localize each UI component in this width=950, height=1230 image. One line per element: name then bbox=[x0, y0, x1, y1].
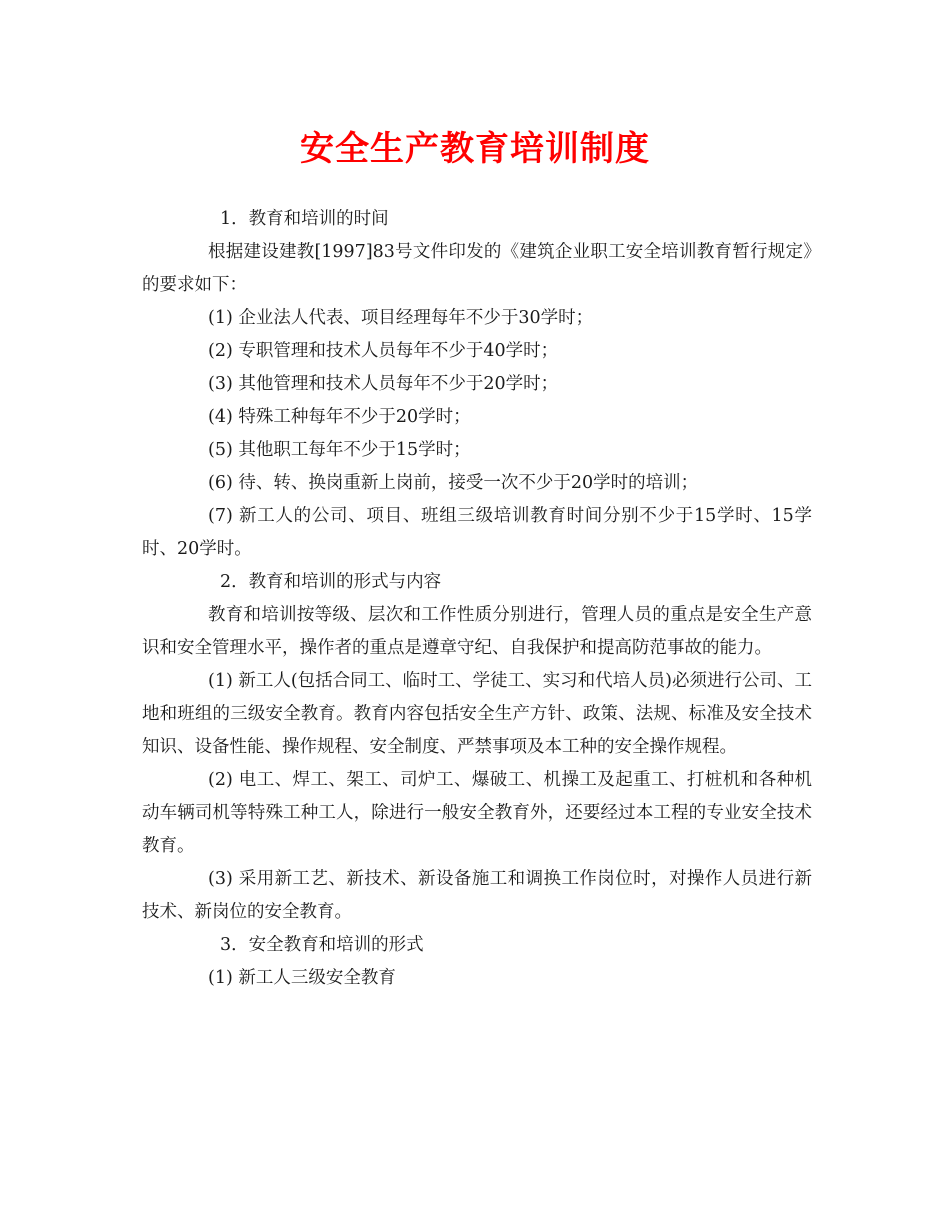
list-item: (1) 企业法人代表、项目经理每年不少于30学时； bbox=[208, 308, 594, 328]
paragraph-content: 教育和培训按等级、层次和工作性质分别进行，管理人员的重点是安全生产意识和安全管理水平，操作者的重点是遵章守纪、自我保护和提高防范事故的能力。 bbox=[142, 605, 812, 658]
list-item: (4) 特殊工种每年不少于20学时； bbox=[208, 407, 471, 427]
list-item: (1) 新工人(包括合同工、临时工、学徒工、实习和代培人员)必须进行公司、工地和班组的三级安全教育。教育内容包括安全生产方针、政策、法规、标准及安全技术知识、设备性能、操作规程、安全制度、严禁事项及本工种的安全操作规程。 bbox=[142, 671, 813, 757]
list-item: (1) 新工人三级安全教育 bbox=[208, 968, 396, 988]
list-item: (2) 专职管理和技术人员每年不少于40学时； bbox=[208, 341, 559, 361]
list-item: (7) 新工人的公司、项目、班组三级培训教育时间分别不少于15学时、15学时、20学时。 bbox=[142, 506, 812, 559]
list-item: (3) 采用新工艺、新技术、新设备施工和调换工作岗位时，对操作人员进行新技术、新岗位的安全教育。 bbox=[142, 869, 812, 922]
section-heading-2: 2．教育和培训的形式与内容 bbox=[220, 572, 442, 592]
list-item: (5) 其他职工每年不少于15学时； bbox=[208, 440, 471, 460]
list-item: (6) 待、转、换岗重新上岗前，接受一次不少于20学时的培训； bbox=[208, 473, 699, 493]
list-item: (2) 电工、焊工、架工、司炉工、爆破工、机操工及起重工、打桩机和各种机动车辆司机等特殊工种工人，除进行一般安全教育外，还要经过本工程的专业安全技术教育。 bbox=[142, 770, 812, 856]
list-item: (3) 其他管理和技术人员每年不少于20学时； bbox=[208, 374, 559, 394]
paragraph-regulation: 根据建设建教[1997]83号文件印发的《建筑企业职工安全培训教育暂行规定》的要求如下： bbox=[142, 242, 812, 295]
section-heading-3: 3．安全教育和培训的形式 bbox=[220, 935, 424, 955]
document-body bbox=[142, 203, 812, 995]
section-heading-1: 1．教育和培训的时间 bbox=[220, 209, 389, 229]
document-title: 安全生产教育培训制度 bbox=[300, 129, 650, 169]
